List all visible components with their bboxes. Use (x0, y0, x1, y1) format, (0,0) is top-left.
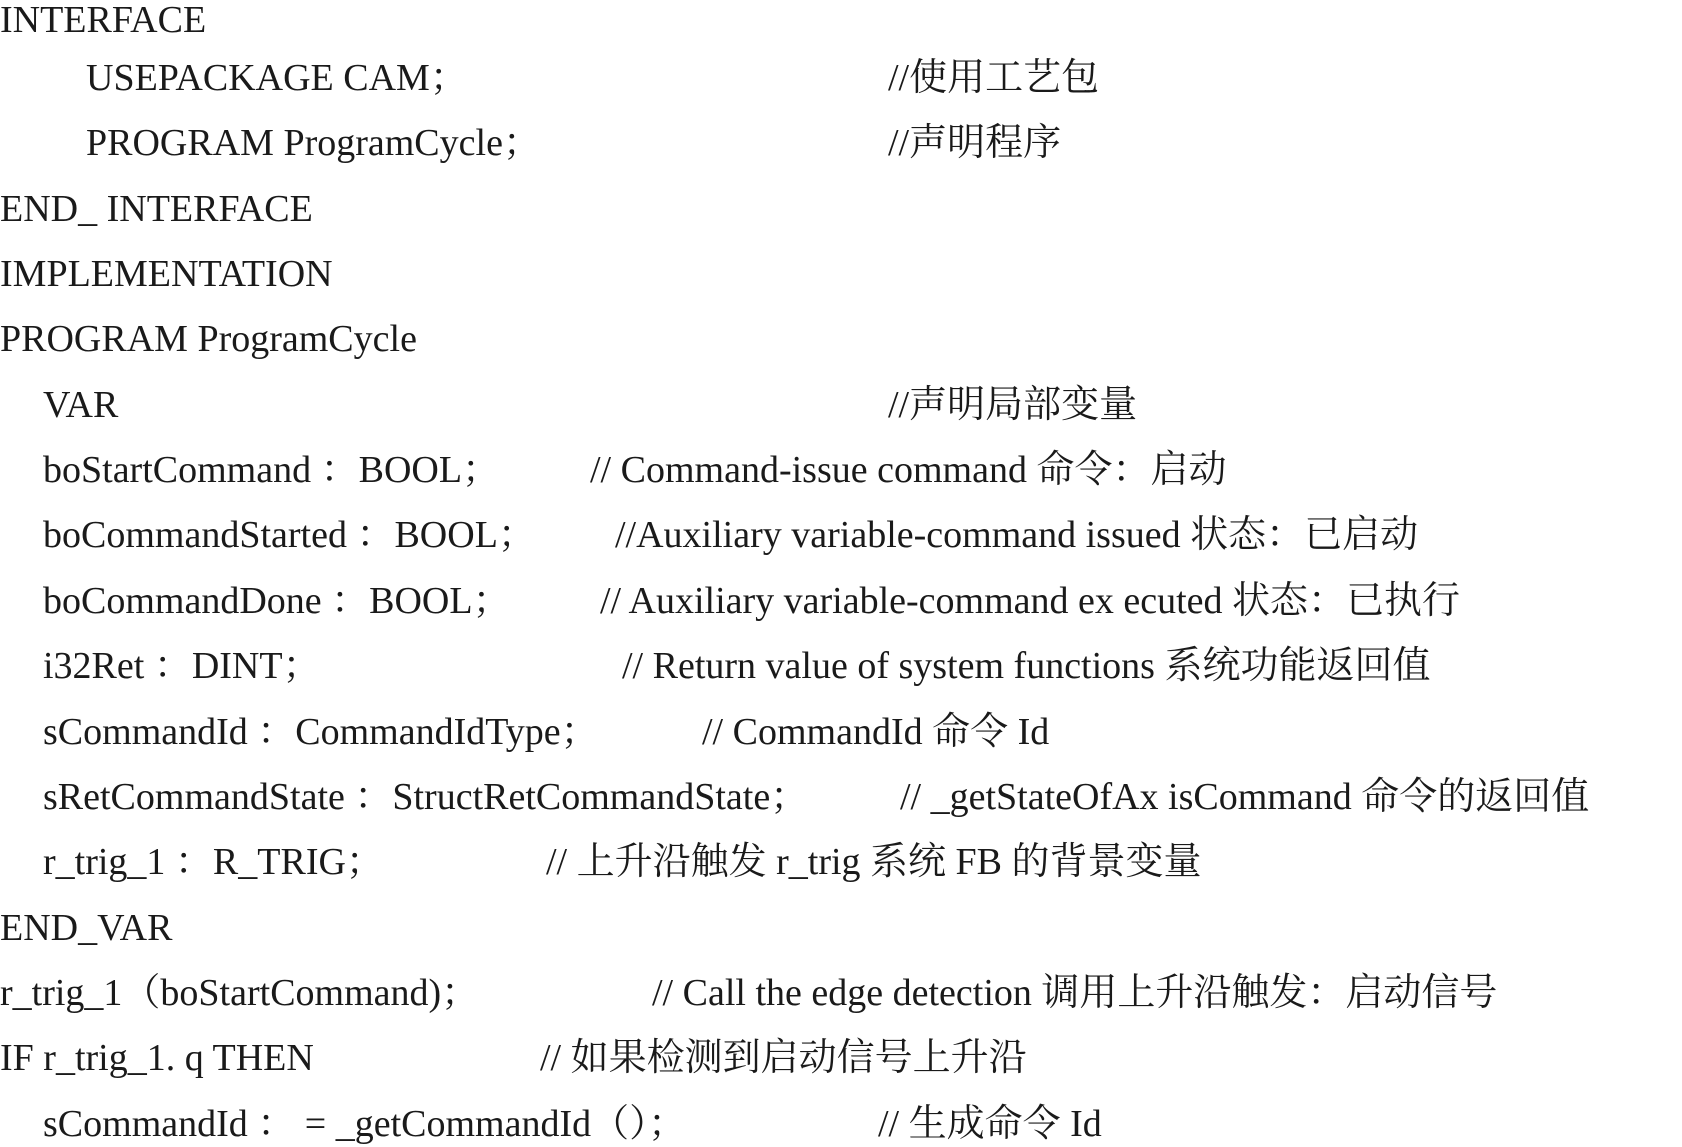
code-statement: sCommandId ： = _getCommandId（）； (43, 1103, 687, 1145)
code-line (0, 515, 1682, 580)
code-comment: // Command-issue command 命令：启动 (590, 449, 1227, 491)
code-line (0, 646, 1682, 711)
code-line (0, 189, 1682, 254)
code-statement: r_trig_1（boStartCommand)； (0, 972, 480, 1014)
code-statement: END_ INTERFACE (0, 188, 313, 230)
code-line (0, 1104, 1682, 1147)
code-line (0, 973, 1682, 1038)
code-statement: IMPLEMENTATION (0, 253, 333, 295)
code-line (0, 908, 1682, 973)
code-line (0, 58, 1682, 123)
code-statement: END_VAR (0, 907, 173, 949)
code-line (0, 712, 1682, 777)
code-comment: // _getStateOfAx isCommand 命令的返回值 (900, 776, 1590, 818)
code-line (0, 385, 1682, 450)
code-line (0, 123, 1682, 188)
code-comment: // Call the edge detection 调用上升沿触发：启动信号 (652, 972, 1498, 1014)
code-statement: boCommandStarted ：BOOL； (43, 514, 536, 556)
code-statement: sRetCommandState ：StructRetCommandState； (43, 776, 809, 818)
code-statement: PROGRAM ProgramCycle； (86, 122, 541, 164)
code-line (0, 1038, 1682, 1103)
code-comment: // 生成命令 Id (878, 1103, 1102, 1145)
code-statement: boStartCommand ：BOOL； (43, 449, 501, 491)
code-statement: boCommandDone ：BOOL； (43, 580, 511, 622)
code-statement: PROGRAM ProgramCycle (0, 318, 417, 360)
code-line (0, 777, 1682, 842)
code-line (0, 842, 1682, 907)
code-line (0, 0, 1682, 65)
code-statement: IF r_trig_1. q THEN (0, 1037, 314, 1079)
code-line (0, 254, 1682, 319)
code-statement: r_trig_1 ：R_TRIG； (43, 841, 384, 883)
code-comment: // 上升沿触发 r_trig 系统 FB 的背景变量 (546, 841, 1202, 883)
code-statement: USEPACKAGE CAM； (86, 57, 468, 99)
code-statement: i32Ret ：DINT； (43, 645, 321, 687)
code-statement: VAR (43, 384, 119, 426)
code-comment: // 如果检测到启动信号上升沿 (540, 1037, 1027, 1079)
code-comment: //使用工艺包 (888, 57, 1100, 99)
code-comment: // Return value of system functions 系统功能返回值 (622, 645, 1431, 687)
code-line (0, 581, 1682, 646)
code-statement: sCommandId ：CommandIdType； (43, 711, 599, 753)
code-comment: // CommandId 命令 Id (702, 711, 1050, 753)
code-line (0, 319, 1682, 384)
code-statement: INTERFACE (0, 0, 207, 41)
code-comment: // Auxiliary variable-command ex ecuted 状态：已执行 (600, 580, 1461, 622)
code-comment: //Auxiliary variable-command issued 状态：已启动 (615, 514, 1419, 556)
code-line (0, 450, 1682, 515)
code-comment: //声明程序 (888, 122, 1062, 164)
code-comment: //声明局部变量 (888, 384, 1138, 426)
